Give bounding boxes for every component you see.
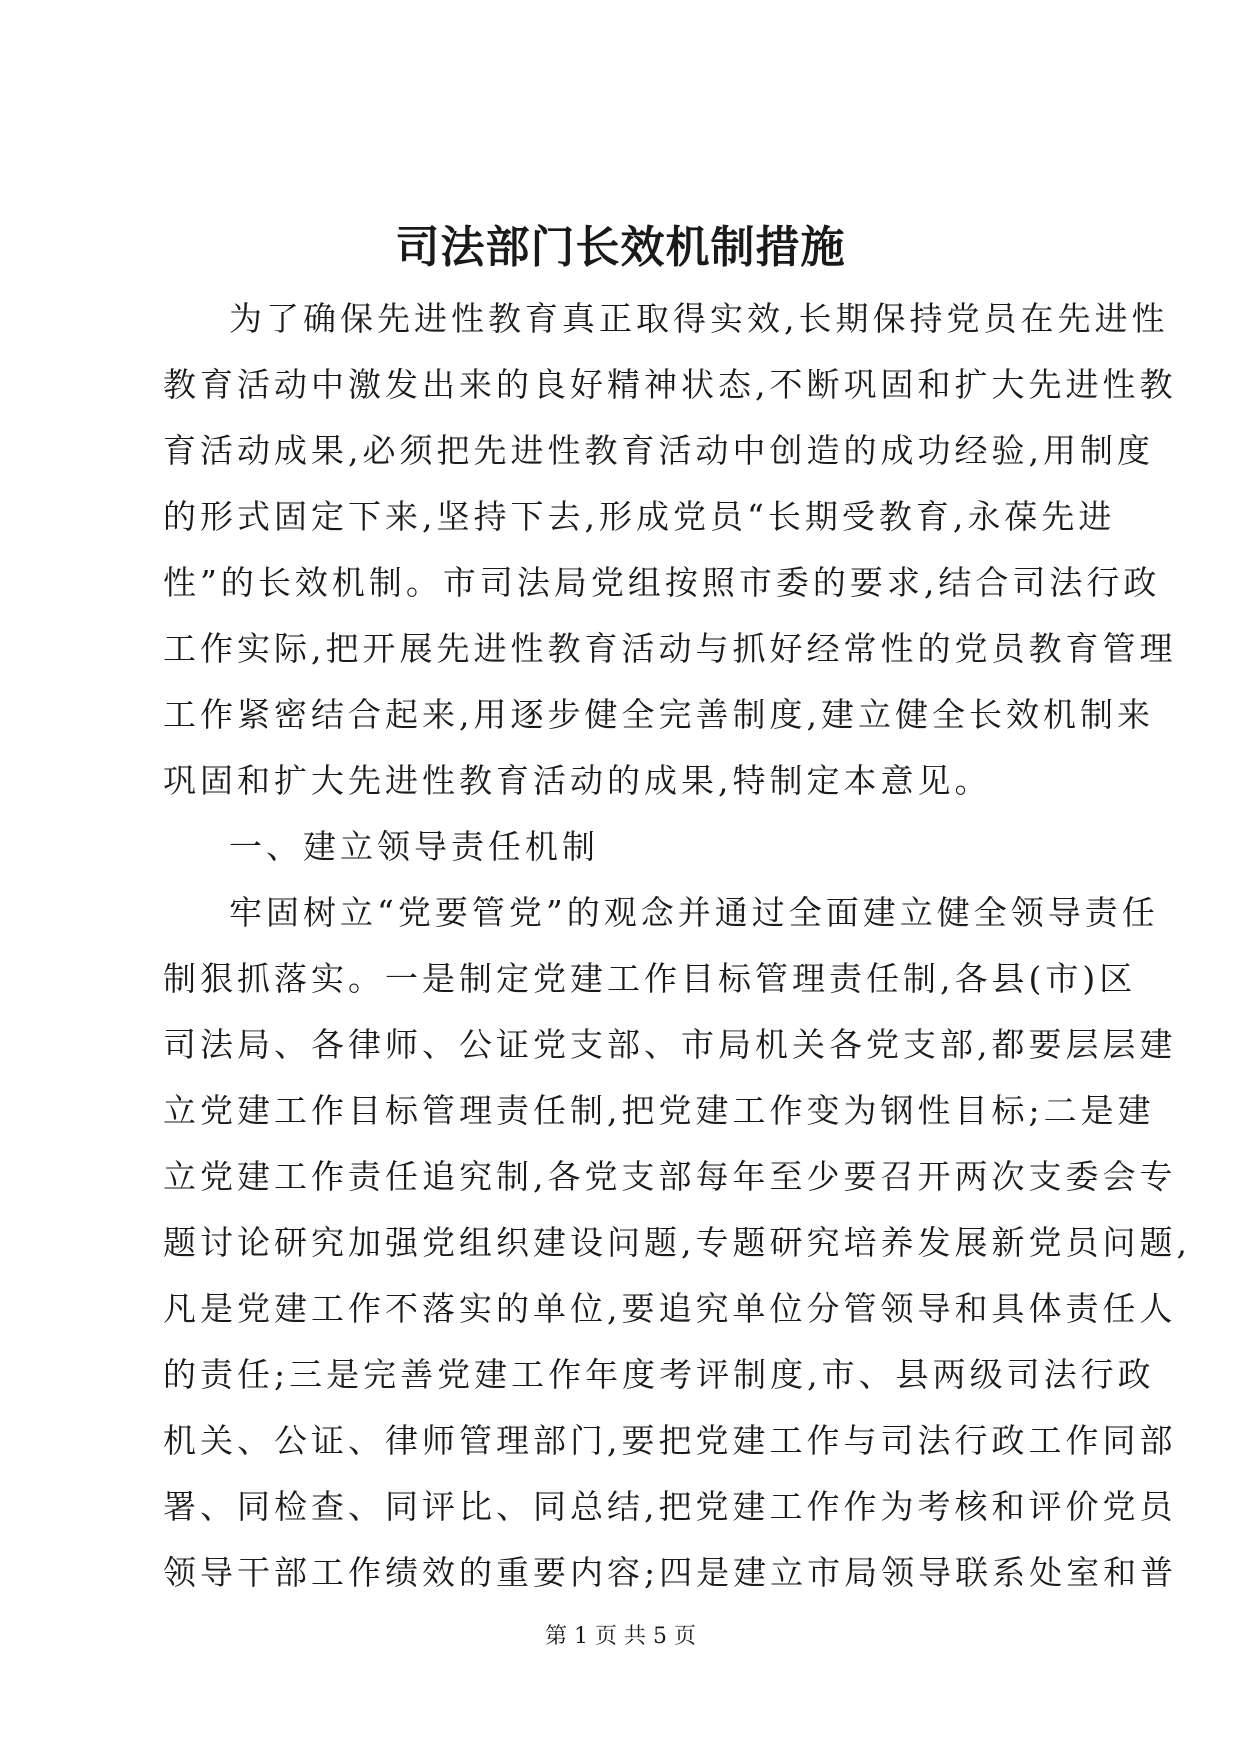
paragraph-line: 工作紧密结合起来,用逐步健全完善制度,建立健全长效机制来 [163, 695, 1154, 734]
paragraph-line: 领导干部工作绩效的重要内容;四是建立市局领导联系处室和普 [163, 1553, 1178, 1592]
paragraph-line: 的责任;三是完善党建工作年度考评制度,市、县两级司法行政 [163, 1355, 1155, 1394]
paragraph-line: 牢固树立“党要管党”的观念并通过全面建立健全领导责任 [229, 893, 1159, 932]
paragraph-line: 立党建工作责任追究制,各党支部每年至少要召开两次支委会专 [163, 1157, 1177, 1196]
paragraph-line: 题讨论研究加强党组织建设问题,专题研究培养发展新党员问题, [163, 1223, 1191, 1262]
paragraph-line: 为了确保先进性教育真正取得实效,长期保持党员在先进性 [229, 299, 1169, 338]
paragraph-line: 凡是党建工作不落实的单位,要追究单位分管领导和具体责任人 [163, 1289, 1177, 1328]
paragraph-line: 的形式固定下来,坚持下去,形成党员“长期受教育,永葆先进 [163, 497, 1116, 536]
document-body [163, 286, 1191, 1606]
paragraph-line: 性”的长效机制。市司法局党组按照市委的要求,结合司法行政 [163, 563, 1161, 602]
paragraph-line: 立党建工作目标管理责任制,把党建工作变为钢性目标;二是建 [163, 1091, 1155, 1130]
paragraph-line: 工作实际,把开展先进性教育活动与抓好经常性的党员教育管理 [163, 629, 1177, 668]
paragraph-line: 教育活动中激发出来的良好精神状态,不断巩固和扩大先进性教 [163, 365, 1177, 404]
paragraph-line: 育活动成果,必须把先进性教育活动中创造的成功经验,用制度 [163, 431, 1154, 470]
paragraph-line: 司法局、各律师、公证党支部、市局机关各党支部,都要层层建 [163, 1025, 1177, 1064]
paragraph-line: 机关、公证、律师管理部门,要把党建工作与司法行政工作同部 [163, 1421, 1177, 1460]
paragraph-line: 署、同检查、同评比、同总结,把党建工作作为考核和评价党员 [163, 1487, 1177, 1526]
page-number-footer: 第 1 页 共 5 页 [545, 1624, 696, 1649]
section-heading: 一、建立领导责任机制 [229, 827, 599, 866]
document-title: 司法部门长效机制措施 [395, 222, 846, 273]
paragraph-line: 巩固和扩大先进性教育活动的成果,特制定本意见。 [163, 761, 992, 800]
paragraph-line: 制狠抓落实。一是制定党建工作目标管理责任制,各县(市)区 [163, 959, 1137, 998]
